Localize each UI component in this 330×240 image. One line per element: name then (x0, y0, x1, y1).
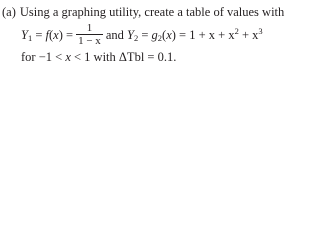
and-word: and (105, 27, 124, 42)
fraction-denominator: 1 − x (78, 35, 101, 47)
polynomial-start: = 1 + x + x (179, 27, 235, 42)
function-f: f (45, 27, 49, 42)
problem-instruction: Using a graphing utility, create a table of values with (19, 5, 285, 19)
problem-line-1 (2, 5, 284, 19)
part-label: (a) (2, 5, 16, 19)
function-g: g (151, 27, 158, 42)
y2-variable: Y (127, 27, 134, 42)
problem-line-2: $Y_1 = f(x)$ = $\frac{1}{1 - x}$ and $Y_2 = g_2(x) = 1 + x + x^2 + x^3$ (21, 22, 263, 47)
y2-subscript: 2 (133, 32, 139, 43)
domain-end: < 1 with ΔTbl = 0.1. (74, 50, 177, 64)
cube-exponent: 3 (258, 25, 263, 36)
domain-start: for −1 < (21, 50, 63, 64)
equals-sign-1: = (35, 27, 43, 42)
fraction (76, 23, 103, 47)
y1-subscript: 1 (27, 32, 33, 43)
polynomial-plus: + x (241, 27, 259, 42)
problem-line-3 (21, 50, 176, 64)
equals-sign-3: = (141, 27, 149, 42)
fraction-numerator: 1 (76, 23, 103, 35)
square-exponent: 2 (234, 25, 239, 36)
variable-x: x (53, 27, 59, 42)
g-subscript: 2 (157, 32, 163, 43)
problem-text (0, 0, 330, 69)
equals-sign-2: = (66, 27, 74, 42)
domain-variable-x: x (65, 50, 71, 64)
y1-variable: Y (21, 27, 28, 42)
